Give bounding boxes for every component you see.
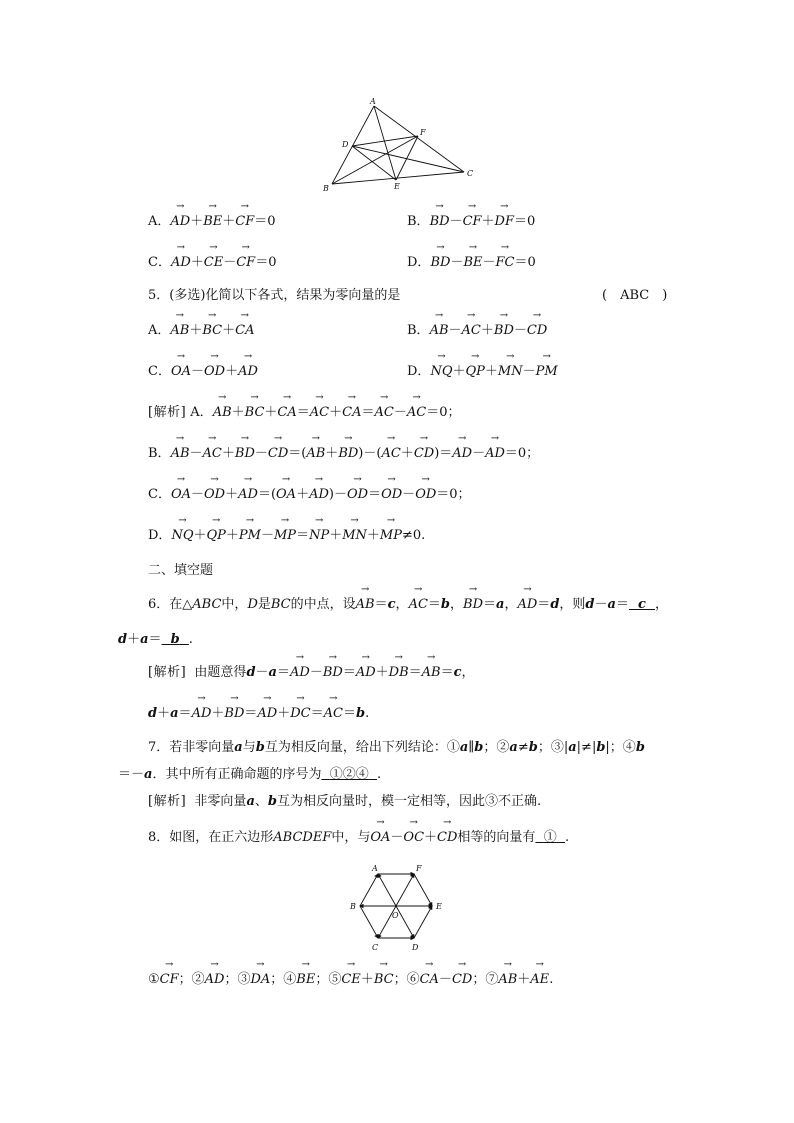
hex-label-e: E [436, 902, 442, 911]
jiexi-text: 由题意得 [194, 665, 247, 680]
jiexi-tag: [解析] [148, 405, 187, 420]
q7-jiexi: [解析] 非零向量a、b互为相反向量时，模一定相等，因此③不正确. [148, 794, 542, 809]
q7-text3: ．其中所有正确命题的序号为 [152, 767, 322, 782]
section-title: 二、填空题 [148, 563, 214, 578]
option-letter: B． [407, 214, 430, 229]
q8-text2: 中，与 [331, 830, 371, 845]
option-letter: C． [148, 255, 171, 270]
q5-option-d: D．→ NQ＋→ QP＋→ MN－→ PM [407, 363, 558, 381]
q6-triangle: ABC [192, 597, 222, 612]
option-letter: D． [407, 364, 431, 379]
q6-jiexi-1: [解析] 由题意得d－a＝→ AD－→ BD＝→ AD＋→ DB＝→ AB＝c， [148, 664, 475, 682]
jiexi-text: 非零向量 [194, 794, 247, 809]
q4-option-a: A．→ AD＋→ BE＋→ CF＝0 [148, 213, 276, 231]
q5-option-b: B．→ AB－→ AC＋→ BD－→ CD [407, 322, 547, 340]
option-letter: C． [148, 364, 171, 379]
q7-answer: ①②④ [329, 767, 369, 782]
line-prefix: A． [190, 405, 213, 420]
q5-stem: 5．(多选)化简以下各式，结果为零向量的是 [148, 288, 401, 303]
triangle-figure [318, 96, 478, 196]
hex-label-b: B [350, 902, 356, 911]
q8-text3: 相等的向量有 [457, 830, 536, 845]
q8-answer: ① [543, 830, 557, 845]
option-letter: B． [407, 323, 430, 338]
q6-segment-bc: BC [270, 597, 291, 612]
q7-stem-line1: 7．若非零向量a与b互为相反向量，给出下列结论：①a∥b；②a≠b；③|a|≠|b|；④b [148, 740, 645, 755]
q6-mid3: 的中点，设 [290, 597, 356, 612]
triangle-label-b: B [323, 184, 329, 193]
option-letter: A． [148, 323, 171, 338]
q5-option-a: A．→ AB＋→ BC＋→ CA [148, 322, 254, 340]
q7-text2: 互为相反向量，给出下列结论：① [264, 740, 460, 755]
option-letter: D． [407, 255, 431, 270]
triangle-label-c: C [467, 169, 474, 178]
q7-text1: 7．若非零向量 [148, 740, 235, 755]
q4-option-b: B．→ BD－→ CF＋→ DF＝0 [407, 213, 535, 231]
triangle-label-e: E [394, 182, 400, 191]
q5-jiexi-a: [解析] A．→ AB＋→ BC＋→ CA＝→ AC＋→ CA＝→ AC－→ AC＝0； [148, 404, 460, 422]
q8-text1: 8．如图，在正六边形 [148, 830, 274, 845]
line-prefix: D． [148, 528, 172, 543]
q6-point-d: D [247, 597, 258, 612]
q6-answer2: b [170, 632, 180, 647]
hex-label-f: F [416, 864, 422, 873]
hex-label-o: O [392, 911, 399, 920]
q8-stem: 8．如图，在正六边形ABCDEF中，与→ OA－→ OC＋→ CD相等的向量有 ① . [148, 829, 569, 847]
q5-option-c: C．→ OA－→ OD＋→ AD [148, 363, 258, 381]
q5-jiexi-b: B．→ AB－→ AC＋→ BD－→ CD＝(→ AB＋→ BD)－(→ AC＋→ CD)＝→ AD－→ AD＝0； [148, 445, 539, 463]
hex-label-c: C [372, 943, 379, 952]
q6-stem-line1: 6．在△ABC中，D是BC的中点，设→ AB＝c，→ AC＝b，→ BD＝a，→ AD＝d，则d－a＝ c ， [148, 596, 668, 614]
q8-choices: ①→ CF；②→ AD；③→ DA；④→ BE；⑤→ CE＋→ BC；⑥→ CA－→ CD；⑦→ AB＋→ AE. [148, 971, 553, 989]
q6-mid2: 是 [257, 597, 271, 612]
q5-jiexi-d: D．→ NQ＋→ QP＋→ PM－→ MP＝→ NP＋→ MN＋→ MP≠0. [148, 527, 425, 545]
q6-answer1: c [638, 597, 646, 612]
q6-jiexi-2: d＋a＝→ AD＋→ BD＝→ AD＋→ DC＝→ AC＝b. [148, 705, 369, 723]
line-prefix: C． [148, 487, 171, 502]
jiexi-tag: [解析] [148, 794, 187, 809]
hex-label-d: D [412, 943, 419, 952]
triangle-label-f: F [420, 128, 426, 137]
q6-stem-line2: d＋a＝ b . [118, 632, 193, 647]
q8-hexagon: ABCDEF [273, 830, 332, 845]
jiexi-tag: [解析] [148, 665, 187, 680]
q5-answer: ( ABC ) [602, 288, 668, 303]
jiexi-text: 互为相反向量时，模一定相等，因此③不正确. [276, 794, 542, 809]
q7-stem-line2: ＝－a．其中所有正确命题的序号为 ①②④ . [118, 767, 382, 782]
q6-mid1: 中， [221, 597, 248, 612]
hex-label-a: A [372, 864, 378, 873]
triangle-label-d: D [342, 140, 349, 149]
option-letter: A． [148, 214, 171, 229]
q4-option-c: C．→ AD＋→ CE－→ CF＝0 [148, 254, 276, 272]
hexagon-figure [348, 862, 448, 954]
q5-jiexi-c: C．→ OA－→ OD＋→ AD＝(→ OA＋→ AD)－→ OD＝→ OD－→ OD＝0； [148, 486, 471, 504]
q4-option-d: D．→ BD－→ BE－→ FC＝0 [407, 254, 536, 272]
q6-prefix: 6．在△ [148, 597, 193, 612]
line-prefix: B． [148, 446, 171, 461]
triangle-label-a: A [370, 97, 376, 106]
